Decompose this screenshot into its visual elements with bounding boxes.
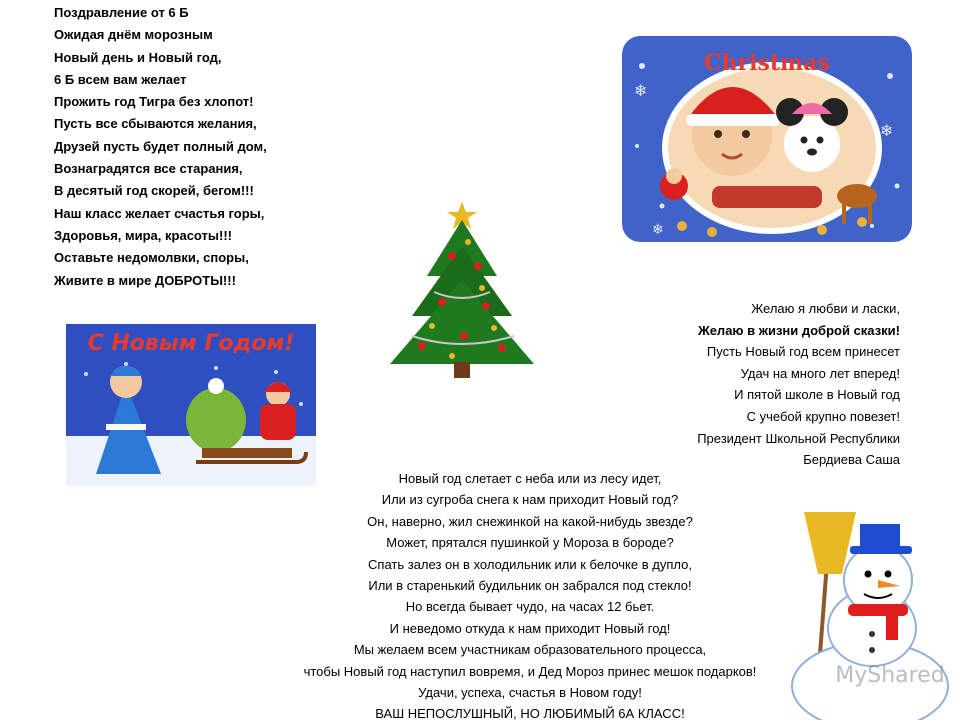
poem-left-line: 6 Б всем вам желает [54, 71, 187, 87]
poem-bottom-line: Удачи, успеха, счастья в Новом году! [418, 685, 642, 701]
poem-right-line: Желаю я любви и ласки, [751, 301, 900, 316]
poem-left-line: Живите в мире ДОБРОТЫ!!! [54, 272, 236, 288]
poem-left-line: Оставьте недомолвки, споры, [54, 250, 249, 266]
poem-bottom-line: Спать залез он в холодильник или к белочке в дупло, [368, 556, 692, 572]
svg-text:❄: ❄ [880, 121, 894, 140]
poem-bottom-line: Новый год слетает с неба или из лесу идет, [398, 471, 662, 486]
new-year-card-caption: С Новым Годом! [87, 331, 295, 356]
poem-left-line: Пусть все сбываются желания, [54, 116, 257, 132]
poem-right-line: И пятой школе в Новый год [734, 387, 900, 403]
poem-left-line: Новый день и Новый год, [54, 49, 222, 65]
poem-bottom-line: Может, прятался пушинкой у Мороза в бороде? [386, 535, 674, 551]
poem-left-line: Прожить год Тигра без хлопот! [54, 94, 254, 110]
christmas-tree-image [382, 196, 542, 382]
poem-right-line: Удач на много лет вперед! [740, 365, 900, 381]
poem-left-line: Наш класс желает счастья горы, [54, 205, 265, 221]
new-year-card-image [66, 324, 316, 486]
poem-bottom-line: Он, наверно, жил снежинкой на какой-нибудь звезде? [367, 513, 693, 529]
poem-right [600, 298, 900, 471]
poem-right-line: Пусть Новый год всем принесет [706, 344, 900, 360]
watermark-text: MyShared [835, 663, 945, 688]
poem-bottom-line: чтобы Новый год наступил вовремя, и Дед Мороз принес мешок подарков! [303, 663, 757, 679]
poem-left-line: В десятый год скорей, бегом!!! [54, 183, 254, 199]
poem-left-line: Вознаградятся все старания, [54, 161, 243, 177]
poem-left-line: Здоровья, мира, красоты!!! [54, 227, 232, 243]
poem-left [54, 2, 414, 292]
poem-bottom-line: Или в старенький будильник он забрался под стекло! [368, 578, 692, 594]
poem-right-line: Президент Школьной Республики [697, 430, 900, 446]
poem-right-line: Бердиева Саша [803, 452, 900, 468]
poem-left-line: Друзей пусть будет полный дом, [54, 138, 267, 154]
poem-left-line: Поздравление от 6 Б [54, 5, 189, 20]
poem-bottom-line: И неведомо откуда к нам приходит Новый год! [389, 620, 671, 636]
snowman-image [760, 504, 960, 720]
poem-left-line: Ожидая днём морозным [54, 27, 213, 43]
poem-right-line: Желаю в жизни доброй сказки! [697, 322, 900, 338]
poem-bottom-line: ВАШ НЕПОСЛУШНЫЙ, НО ЛЮБИМЫЙ 6А КЛАСС! [375, 706, 685, 722]
christmas-card-caption: Christmas [704, 50, 830, 76]
poem-right-line: С учебой крупно повезет! [746, 408, 900, 424]
christmas-card-image [622, 36, 912, 242]
poem-bottom-line: Но всегда бывает чудо, на часах 12 бьет. [405, 599, 655, 615]
poem-bottom-line: Мы желаем всем участникам образовательного процесса, [353, 642, 707, 658]
poem-bottom-line: Или из сугроба снега к нам приходит Новый год? [381, 492, 679, 508]
svg-text:❄: ❄ [634, 81, 648, 100]
svg-text:❄: ❄ [652, 222, 664, 238]
